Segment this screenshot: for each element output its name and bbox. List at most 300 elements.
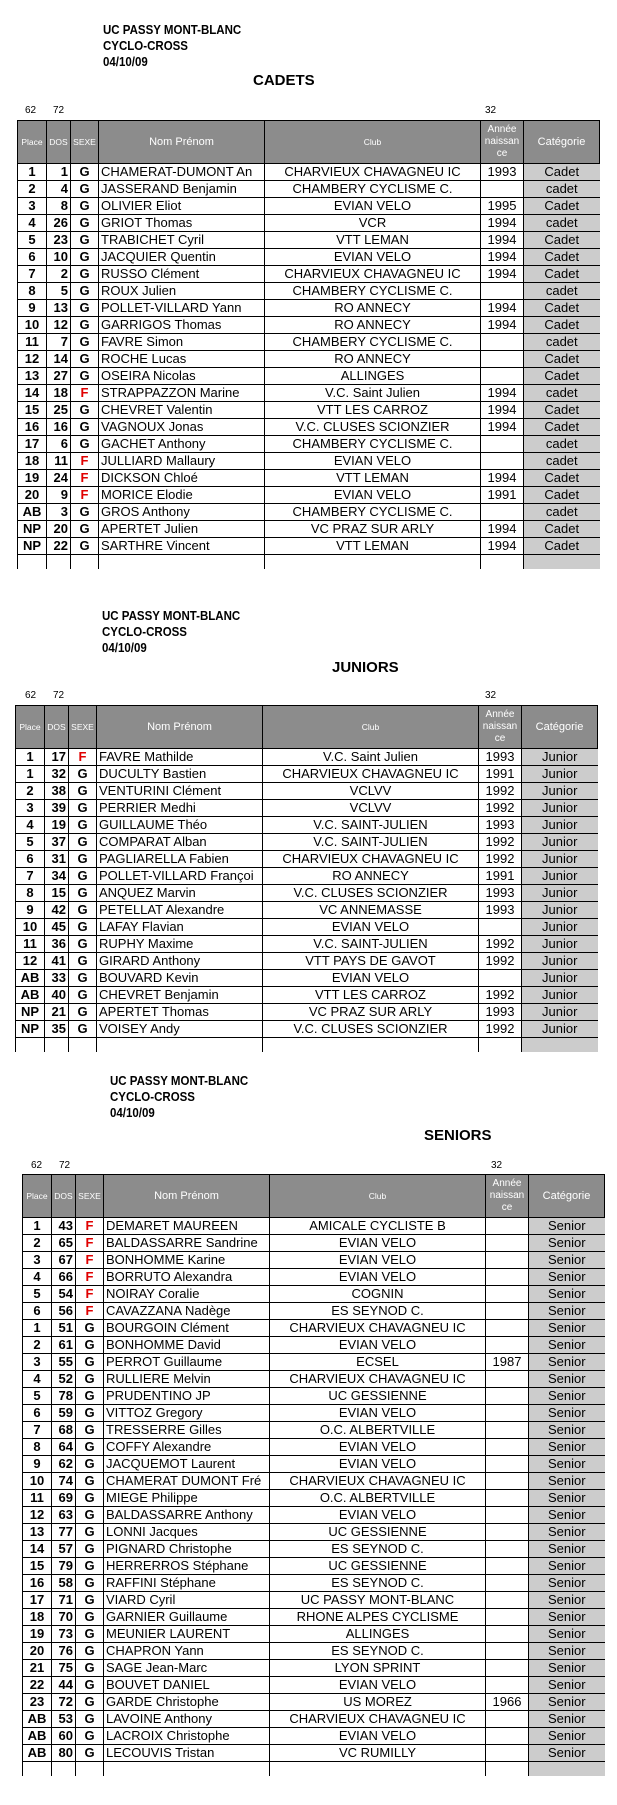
dos-cell: 74	[52, 1473, 76, 1490]
table-row	[23, 1303, 605, 1320]
birth-year-cell	[486, 1252, 529, 1269]
place-cell: 11	[23, 1490, 52, 1507]
dos-cell: 13	[47, 300, 71, 317]
sexe-cell: G	[69, 936, 97, 953]
empty-cell	[270, 1762, 486, 1777]
place-cell: 18	[23, 1609, 52, 1626]
birth-year-cell	[486, 1609, 529, 1626]
empty-cell	[529, 1762, 605, 1777]
sexe-cell: F	[76, 1235, 104, 1252]
name-cell: APERTET Julien	[99, 521, 265, 538]
category-cell: cadet	[524, 504, 600, 521]
birth-year-cell: 1995	[481, 198, 524, 215]
event-date: 04/10/09	[102, 641, 147, 655]
category-cell: Senior	[529, 1473, 605, 1490]
birth-year-cell	[486, 1592, 529, 1609]
table-row	[23, 1643, 605, 1660]
birth-year-cell: 1994	[481, 317, 524, 334]
birth-year-cell	[486, 1388, 529, 1405]
category-cell: Junior	[522, 1021, 598, 1038]
sexe-cell: G	[69, 1004, 97, 1021]
place-cell: 4	[18, 215, 47, 232]
sexe-cell: G	[76, 1745, 104, 1762]
category-cell: Senior	[529, 1490, 605, 1507]
column-width-labels	[0, 1160, 617, 1172]
sexe-cell: G	[76, 1558, 104, 1575]
table-row	[23, 1218, 605, 1235]
table-row	[23, 1745, 605, 1762]
category-cell: Senior	[529, 1524, 605, 1541]
header-annee-line: naissan	[482, 721, 518, 732]
club-cell: CHARVIEUX CHAVAGNEU IC	[270, 1711, 486, 1728]
dos-cell: 76	[52, 1643, 76, 1660]
table-row	[23, 1592, 605, 1609]
name-cell: VAGNOUX Jonas	[99, 419, 265, 436]
club-cell: VC RUMILLY	[270, 1745, 486, 1762]
category-cell: Junior	[522, 783, 598, 800]
dos-cell: 31	[45, 851, 69, 868]
sexe-cell: G	[71, 266, 99, 283]
club-cell: CHARVIEUX CHAVAGNEU IC	[270, 1473, 486, 1490]
birth-year-cell	[486, 1745, 529, 1762]
name-cell: VOISEY Andy	[97, 1021, 263, 1038]
table-row	[23, 1286, 605, 1303]
dos-cell: 26	[47, 215, 71, 232]
dos-cell: 18	[47, 385, 71, 402]
name-cell: GUILLAUME Théo	[97, 817, 263, 834]
dos-cell: 10	[47, 249, 71, 266]
name-cell: BOURGOIN Clément	[104, 1320, 270, 1337]
header-sexe: SEXE	[76, 1175, 104, 1218]
name-cell: DUCULTY Bastien	[97, 766, 263, 783]
place-cell: AB	[23, 1728, 52, 1745]
club-cell: EVIAN VELO	[265, 249, 481, 266]
category-cell: Junior	[522, 868, 598, 885]
birth-year-cell	[486, 1524, 529, 1541]
club-cell: O.C. ALBERTVILLE	[270, 1422, 486, 1439]
birth-year-cell	[486, 1371, 529, 1388]
club-cell: VTT LEMAN	[265, 470, 481, 487]
category-cell: Senior	[529, 1558, 605, 1575]
category-cell: Senior	[529, 1388, 605, 1405]
category-cell: Senior	[529, 1337, 605, 1354]
sexe-cell: G	[69, 817, 97, 834]
birth-year-cell: 1994	[481, 300, 524, 317]
club-cell: EVIAN VELO	[263, 919, 479, 936]
birth-year-cell: 1993	[479, 749, 522, 766]
sexe-cell: G	[76, 1524, 104, 1541]
place-cell: 16	[18, 419, 47, 436]
place-cell: 2	[23, 1235, 52, 1252]
sexe-cell: G	[76, 1422, 104, 1439]
name-cell: VIARD Cyril	[104, 1592, 270, 1609]
table-row	[23, 1507, 605, 1524]
name-cell: GACHET Anthony	[99, 436, 265, 453]
sexe-cell: G	[71, 521, 99, 538]
place-cell: 12	[16, 953, 45, 970]
category-cell: Senior	[529, 1218, 605, 1235]
sexe-cell: G	[76, 1609, 104, 1626]
sexe-cell: G	[76, 1320, 104, 1337]
dos-cell: 8	[47, 198, 71, 215]
birth-year-cell	[486, 1286, 529, 1303]
empty-row	[23, 1762, 605, 1777]
header-annee-line: naissan	[484, 136, 520, 147]
name-cell: PERRIER Medhi	[97, 800, 263, 817]
club-cell: V.C. SAINT-JULIEN	[263, 936, 479, 953]
birth-year-cell: 1992	[479, 953, 522, 970]
event-header	[110, 1073, 248, 1121]
name-cell: VENTURINI Clément	[97, 783, 263, 800]
table-row	[23, 1456, 605, 1473]
birth-year-cell: 1991	[479, 868, 522, 885]
sexe-cell: G	[71, 402, 99, 419]
club-cell: EVIAN VELO	[270, 1439, 486, 1456]
place-cell: NP	[18, 521, 47, 538]
birth-year-cell	[486, 1473, 529, 1490]
sexe-cell: G	[69, 868, 97, 885]
club-cell: VC PRAZ SUR ARLY	[263, 1004, 479, 1021]
name-cell: COMPARAT Alban	[97, 834, 263, 851]
club-cell: ES SEYNOD C.	[270, 1303, 486, 1320]
dos-cell: 53	[52, 1711, 76, 1728]
club-cell: VTT LEMAN	[265, 232, 481, 249]
header-club: Club	[270, 1175, 486, 1218]
birth-year-cell	[486, 1439, 529, 1456]
place-cell: 2	[23, 1337, 52, 1354]
place-cell: 1	[23, 1320, 52, 1337]
header-annee-line: naissan	[489, 1190, 525, 1201]
club-cell: VTT PAYS DE GAVOT	[263, 953, 479, 970]
dos-cell: 60	[52, 1728, 76, 1745]
name-cell: ROUX Julien	[99, 283, 265, 300]
sexe-cell: G	[76, 1439, 104, 1456]
name-cell: LACROIX Christophe	[104, 1728, 270, 1745]
sexe-cell: G	[71, 368, 99, 385]
name-cell: JACQUEMOT Laurent	[104, 1456, 270, 1473]
birth-year-cell	[486, 1728, 529, 1745]
birth-year-cell: 1992	[479, 851, 522, 868]
place-cell: 17	[23, 1592, 52, 1609]
table-row	[23, 1660, 605, 1677]
category-cell: Cadet	[524, 368, 600, 385]
table-row	[23, 1558, 605, 1575]
place-cell: 5	[18, 232, 47, 249]
club-cell: CHAMBERY CYCLISME C.	[265, 436, 481, 453]
birth-year-cell: 1987	[486, 1354, 529, 1371]
dos-cell: 40	[45, 987, 69, 1004]
category-cell: cadet	[524, 283, 600, 300]
category-cell: Cadet	[524, 249, 600, 266]
club-cell: EVIAN VELO	[270, 1252, 486, 1269]
name-cell: CHEVRET Benjamin	[97, 987, 263, 1004]
club-cell: ECSEL	[270, 1354, 486, 1371]
dos-cell: 42	[45, 902, 69, 919]
category-cell: Cadet	[524, 164, 600, 181]
club-cell: O.C. ALBERTVILLE	[270, 1490, 486, 1507]
club-cell: AMICALE CYCLISTE B	[270, 1218, 486, 1235]
place-cell: 8	[16, 885, 45, 902]
category-cell: Senior	[529, 1252, 605, 1269]
category-cell: Senior	[529, 1235, 605, 1252]
place-cell: 23	[23, 1694, 52, 1711]
club-cell: CHARVIEUX CHAVAGNEU IC	[270, 1320, 486, 1337]
category-cell: Senior	[529, 1745, 605, 1762]
header-sexe: SEXE	[71, 121, 99, 164]
category-cell: cadet	[524, 436, 600, 453]
dos-cell: 35	[45, 1021, 69, 1038]
sexe-cell: G	[69, 783, 97, 800]
category-cell: Senior	[529, 1609, 605, 1626]
sexe-cell: F	[76, 1286, 104, 1303]
table-row	[23, 1320, 605, 1337]
category-cell: Junior	[522, 936, 598, 953]
birth-year-cell: 1991	[479, 766, 522, 783]
place-cell: NP	[18, 538, 47, 555]
name-cell: PRUDENTINO JP	[104, 1388, 270, 1405]
birth-year-cell: 1993	[479, 902, 522, 919]
dos-cell: 69	[52, 1490, 76, 1507]
place-cell: 3	[23, 1252, 52, 1269]
name-cell: CHAMERAT-DUMONT An	[99, 164, 265, 181]
birth-year-cell	[486, 1303, 529, 1320]
sexe-cell: G	[76, 1456, 104, 1473]
birth-year-cell	[486, 1711, 529, 1728]
sexe-cell: G	[76, 1388, 104, 1405]
sexe-cell: G	[69, 1021, 97, 1038]
name-cell: LAFAY Flavian	[97, 919, 263, 936]
birth-year-cell	[486, 1575, 529, 1592]
dos-cell: 73	[52, 1626, 76, 1643]
sexe-cell: G	[76, 1626, 104, 1643]
category-cell: Cadet	[524, 487, 600, 504]
birth-year-cell	[486, 1643, 529, 1660]
name-cell: HERRERROS Stéphane	[104, 1558, 270, 1575]
birth-year-cell	[486, 1269, 529, 1286]
place-cell: 4	[23, 1269, 52, 1286]
table-row	[23, 1626, 605, 1643]
place-cell: 5	[23, 1286, 52, 1303]
club-cell: EVIAN VELO	[265, 453, 481, 470]
birth-year-cell	[486, 1541, 529, 1558]
category-title: JUNIORS	[332, 659, 399, 676]
dos-cell: 56	[52, 1303, 76, 1320]
place-cell: 2	[16, 783, 45, 800]
club-cell: EVIAN VELO	[270, 1456, 486, 1473]
category-cell: Cadet	[524, 521, 600, 538]
dos-cell: 22	[47, 538, 71, 555]
header-nom: Nom Prénom	[99, 121, 265, 164]
header-sexe: SEXE	[69, 706, 97, 749]
name-cell: MORICE Elodie	[99, 487, 265, 504]
category-cell: Junior	[522, 885, 598, 902]
category-cell: Senior	[529, 1507, 605, 1524]
sexe-cell: G	[71, 436, 99, 453]
dos-cell: 2	[47, 266, 71, 283]
header-categorie: Catégorie	[529, 1175, 605, 1218]
place-cell: 10	[23, 1473, 52, 1490]
name-cell: FAVRE Simon	[99, 334, 265, 351]
header-club: Club	[265, 121, 481, 164]
place-cell: 15	[18, 402, 47, 419]
sexe-cell: G	[69, 800, 97, 817]
empty-cell	[76, 1762, 104, 1777]
category-cell: Cadet	[524, 351, 600, 368]
category-cell: Junior	[522, 817, 598, 834]
category-cell: Junior	[522, 919, 598, 936]
header-annee-line: ce	[494, 733, 506, 744]
header-dos: DOS	[47, 121, 71, 164]
name-cell: POLLET-VILLARD Françoi	[97, 868, 263, 885]
name-cell: GARRIGOS Thomas	[99, 317, 265, 334]
name-cell: MEUNIER LAURENT	[104, 1626, 270, 1643]
birth-year-cell: 1993	[479, 885, 522, 902]
width-label-dos: 72	[53, 690, 65, 701]
dos-cell: 77	[52, 1524, 76, 1541]
birth-year-cell	[486, 1337, 529, 1354]
club-cell: ES SEYNOD C.	[270, 1575, 486, 1592]
category-cell: Senior	[529, 1592, 605, 1609]
sexe-cell: G	[71, 351, 99, 368]
dos-cell: 20	[47, 521, 71, 538]
birth-year-cell	[486, 1558, 529, 1575]
table-row	[23, 1269, 605, 1286]
place-cell: 15	[23, 1558, 52, 1575]
club-cell: LYON SPRINT	[270, 1660, 486, 1677]
place-cell: 1	[23, 1218, 52, 1235]
name-cell: BONHOMME Karine	[104, 1252, 270, 1269]
club-cell: CHARVIEUX CHAVAGNEU IC	[263, 851, 479, 868]
club-cell: ALLINGES	[270, 1626, 486, 1643]
header-nom: Nom Prénom	[97, 706, 263, 749]
sexe-cell: G	[71, 249, 99, 266]
category-cell: Cadet	[524, 198, 600, 215]
sexe-cell: F	[76, 1252, 104, 1269]
sexe-cell: F	[71, 453, 99, 470]
table-row	[23, 1677, 605, 1694]
name-cell: BOUVARD Kevin	[97, 970, 263, 987]
birth-year-cell	[486, 1422, 529, 1439]
place-cell: 5	[23, 1388, 52, 1405]
width-label-place: 62	[25, 690, 37, 701]
name-cell: VITTOZ Gregory	[104, 1405, 270, 1422]
place-cell: NP	[16, 1021, 45, 1038]
sexe-cell: G	[76, 1354, 104, 1371]
club-cell: VCR	[265, 215, 481, 232]
club-cell: V.C. CLUSES SCIONZIER	[263, 885, 479, 902]
dos-cell: 27	[47, 368, 71, 385]
table-row	[23, 1337, 605, 1354]
club-cell: EVIAN VELO	[265, 487, 481, 504]
results-table	[22, 1174, 605, 1776]
name-cell: SARTHRE Vincent	[99, 538, 265, 555]
header-categorie: Catégorie	[524, 121, 600, 164]
club-cell: VTT LEMAN	[265, 538, 481, 555]
club-cell: ALLINGES	[265, 368, 481, 385]
name-cell: BALDASSARRE Sandrine	[104, 1235, 270, 1252]
category-cell: Senior	[529, 1456, 605, 1473]
club-cell: EVIAN VELO	[270, 1235, 486, 1252]
birth-year-cell: 1992	[479, 987, 522, 1004]
place-cell: 20	[23, 1643, 52, 1660]
name-cell: POLLET-VILLARD Yann	[99, 300, 265, 317]
sexe-cell: G	[76, 1643, 104, 1660]
birth-year-cell	[486, 1677, 529, 1694]
width-label-dos: 72	[53, 105, 65, 116]
sexe-cell: G	[69, 970, 97, 987]
dos-cell: 44	[52, 1677, 76, 1694]
table-header-row	[23, 1175, 605, 1218]
category-cell: Cadet	[524, 317, 600, 334]
table-row	[23, 1473, 605, 1490]
category-cell: Senior	[529, 1422, 605, 1439]
place-cell: 14	[18, 385, 47, 402]
dos-cell: 21	[45, 1004, 69, 1021]
birth-year-cell: 1993	[481, 164, 524, 181]
name-cell: BONHOMME David	[104, 1337, 270, 1354]
place-cell: AB	[16, 987, 45, 1004]
name-cell: BALDASSARRE Anthony	[104, 1507, 270, 1524]
sexe-cell: G	[76, 1660, 104, 1677]
name-cell: RUPHY Maxime	[97, 936, 263, 953]
category-cell: Senior	[529, 1575, 605, 1592]
dos-cell: 80	[52, 1745, 76, 1762]
birth-year-cell	[486, 1405, 529, 1422]
place-cell: 1	[16, 749, 45, 766]
name-cell: TRABICHET Cyril	[99, 232, 265, 249]
name-cell: ANQUEZ Marvin	[97, 885, 263, 902]
header-nom: Nom Prénom	[104, 1175, 270, 1218]
category-cell: Senior	[529, 1286, 605, 1303]
dos-cell: 41	[45, 953, 69, 970]
sexe-cell: G	[76, 1541, 104, 1558]
category-cell: cadet	[524, 181, 600, 198]
place-cell: 13	[18, 368, 47, 385]
sexe-cell: G	[76, 1711, 104, 1728]
category-cell: Junior	[522, 800, 598, 817]
empty-cell	[52, 1762, 76, 1777]
club-cell: VCLVV	[263, 800, 479, 817]
club-cell: UC GESSIENNE	[270, 1524, 486, 1541]
club-cell: EVIAN VELO	[270, 1677, 486, 1694]
sexe-cell: G	[76, 1405, 104, 1422]
sexe-cell: F	[76, 1218, 104, 1235]
club-cell: CHARVIEUX CHAVAGNEU IC	[265, 266, 481, 283]
club-cell: RHONE ALPES CYCLISME	[270, 1609, 486, 1626]
place-cell: 12	[18, 351, 47, 368]
category-cell: Senior	[529, 1660, 605, 1677]
dos-cell: 9	[47, 487, 71, 504]
category-cell: Senior	[529, 1405, 605, 1422]
table-row	[23, 1524, 605, 1541]
place-cell: 3	[23, 1354, 52, 1371]
birth-year-cell: 1994	[481, 385, 524, 402]
table-row	[23, 1439, 605, 1456]
dos-cell: 65	[52, 1235, 76, 1252]
sexe-cell: G	[76, 1575, 104, 1592]
event-name: CYCLO-CROSS	[102, 625, 187, 639]
sexe-cell: G	[69, 953, 97, 970]
place-cell: AB	[23, 1711, 52, 1728]
sexe-cell: G	[69, 902, 97, 919]
category-cell: Junior	[522, 851, 598, 868]
event-date: 04/10/09	[110, 1106, 155, 1120]
category-cell: Junior	[522, 766, 598, 783]
category-cell: Junior	[522, 970, 598, 987]
category-cell: Cadet	[524, 419, 600, 436]
dos-cell: 43	[52, 1218, 76, 1235]
birth-year-cell	[486, 1235, 529, 1252]
